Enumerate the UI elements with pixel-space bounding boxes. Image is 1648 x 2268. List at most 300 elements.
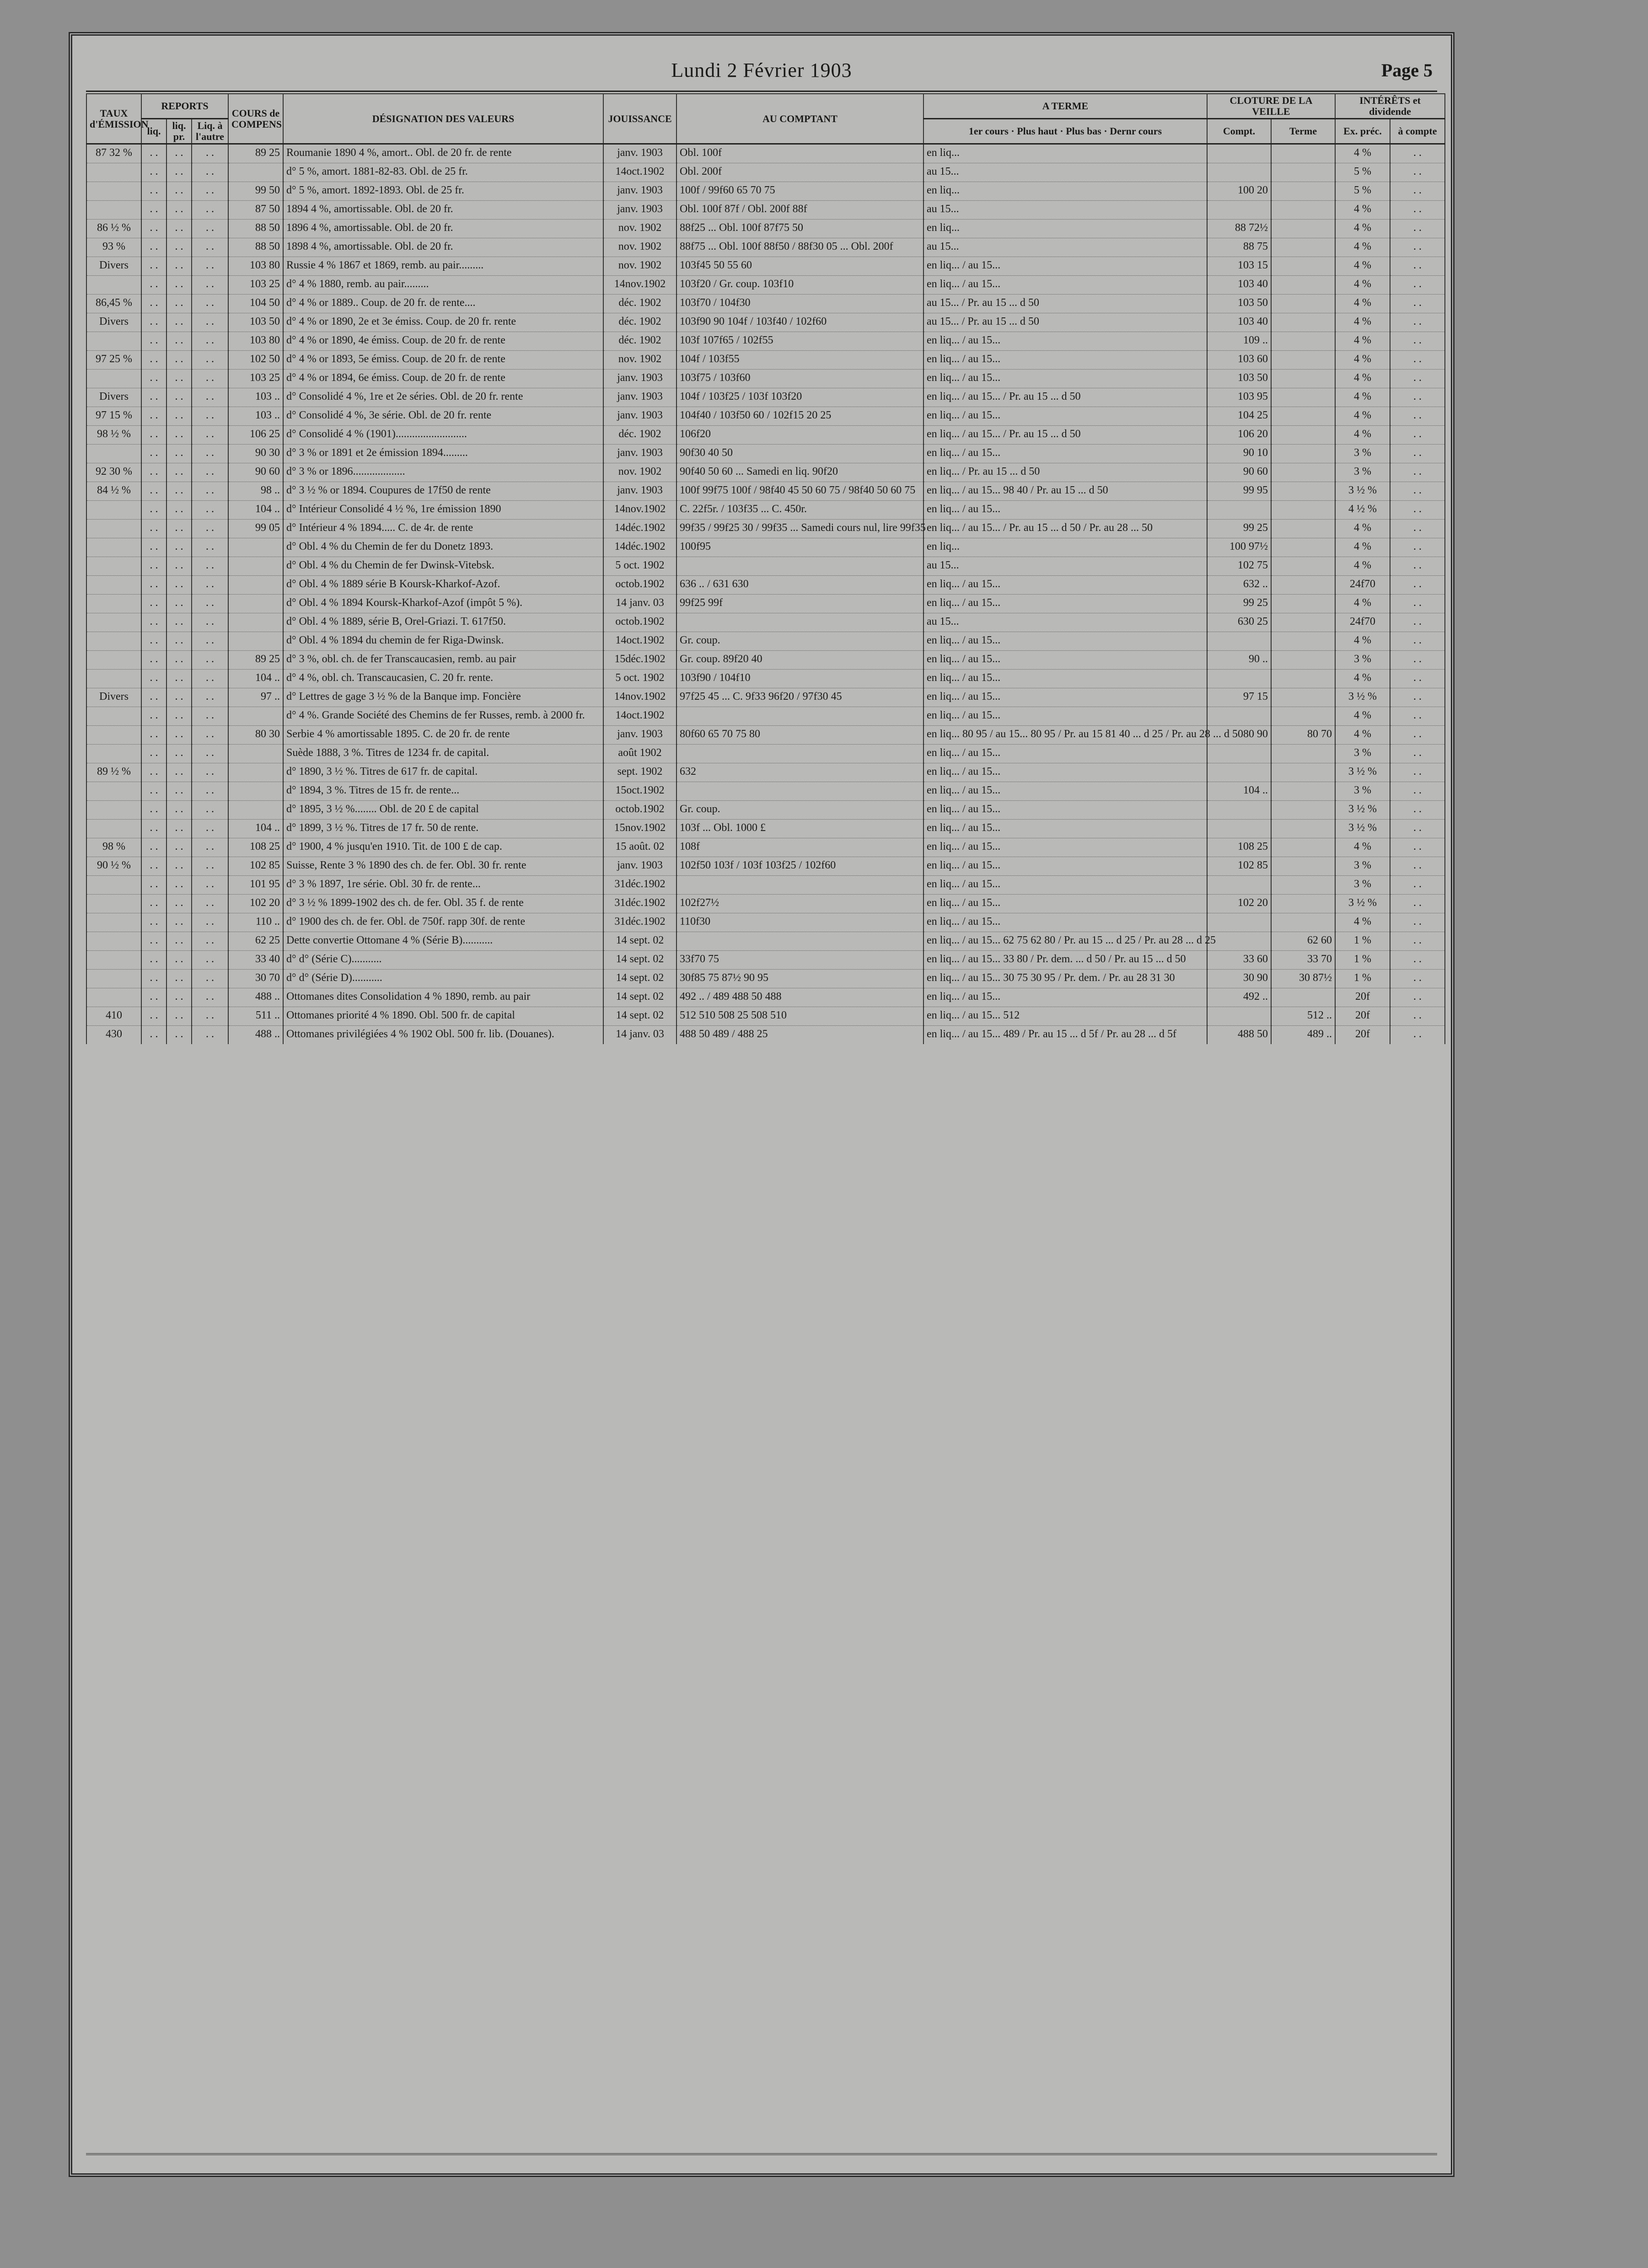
comptant-liq-pr-cell: . . — [166, 632, 192, 651]
table-row — [86, 707, 1445, 726]
quotes-table — [86, 93, 1445, 1044]
table-row — [86, 801, 1445, 820]
designation-cell: d° 4 %. Grande Société des Chemins de fer Russes, remb. à 2000 fr. — [283, 707, 603, 726]
comptant-liq-pr-cell: . . — [166, 163, 192, 182]
comptant-liq-pr-cell: . . — [166, 857, 192, 876]
taux-cell: 89 ½ % — [86, 763, 141, 782]
au-comptant-cell: Gr. coup. 89f20 40 — [676, 651, 923, 670]
comptant-liq-cell: . . — [141, 501, 166, 520]
a-terme-cell: au 15... — [923, 201, 1207, 220]
comptant-liq-cell: . . — [141, 932, 166, 951]
comptant-liq-pr-cell: . . — [166, 820, 192, 838]
a-compte-cell: . . — [1390, 501, 1445, 520]
au-comptant-cell: 103f 107f65 / 102f55 — [676, 332, 923, 351]
table-row — [86, 895, 1445, 913]
jouissance-cell: 14nov.1902 — [603, 276, 676, 295]
taux-cell — [86, 520, 141, 538]
interet-cell: 4 % — [1335, 426, 1390, 445]
comptant-liq-pr-cell: . . — [166, 370, 192, 388]
comptant-liq-pr-cell: . . — [166, 463, 192, 482]
cours-cell: 33 40 — [228, 951, 283, 970]
a-compte-cell: . . — [1390, 670, 1445, 688]
au-comptant-cell: 99f35 / 99f25 30 / 99f35 ... Samedi cours nul, lire 99f35 — [676, 520, 923, 538]
table-row — [86, 538, 1445, 557]
comptant-liq-cell: . . — [141, 257, 166, 276]
comptant-liq-pr-cell: . . — [166, 295, 192, 313]
comptant-liq-pr-cell: . . — [166, 220, 192, 238]
interet-cell: 3 % — [1335, 651, 1390, 670]
table-row — [86, 257, 1445, 276]
liq-autre-cell: . . — [192, 407, 228, 426]
comptant-liq-pr-cell: . . — [166, 332, 192, 351]
taux-cell — [86, 332, 141, 351]
taux-cell — [86, 745, 141, 763]
table-row — [86, 857, 1445, 876]
au-comptant-cell — [676, 707, 923, 726]
cours-cell: 102 50 — [228, 351, 283, 370]
cloture-compt-cell: 90 .. — [1207, 651, 1271, 670]
a-terme-cell: en liq... / au 15... — [923, 782, 1207, 801]
a-compte-cell: . . — [1390, 576, 1445, 595]
cloture-terme-cell — [1271, 463, 1335, 482]
cloture-compt-cell: 88 72½ — [1207, 220, 1271, 238]
table-body — [86, 144, 1445, 1045]
designation-cell: d° Obl. 4 % du Chemin de fer Dwinsk-Vitebsk. — [283, 557, 603, 576]
jouissance-cell: 14 sept. 02 — [603, 951, 676, 970]
taux-cell — [86, 276, 141, 295]
cloture-terme-cell — [1271, 988, 1335, 1007]
table-row — [86, 182, 1445, 201]
cloture-compt-cell: 103 50 — [1207, 370, 1271, 388]
a-compte-cell: . . — [1390, 876, 1445, 895]
cloture-compt-cell — [1207, 670, 1271, 688]
cours-cell: 89 25 — [228, 651, 283, 670]
designation-cell: Roumanie 1890 4 %, amort.. Obl. de 20 fr. de rente — [283, 144, 603, 163]
comptant-liq-cell: . . — [141, 1007, 166, 1026]
a-compte-cell: . . — [1390, 463, 1445, 482]
comptant-liq-cell: . . — [141, 295, 166, 313]
au-comptant-cell: 103f20 / Gr. coup. 103f10 — [676, 276, 923, 295]
comptant-liq-pr-cell: . . — [166, 932, 192, 951]
cours-cell: 102 85 — [228, 857, 283, 876]
table-row — [86, 876, 1445, 895]
jouissance-cell: 14 sept. 02 — [603, 932, 676, 951]
cloture-compt-cell: 88 75 — [1207, 238, 1271, 257]
taux-cell: 410 — [86, 1007, 141, 1026]
interet-cell: 4 % — [1335, 726, 1390, 745]
comptant-liq-cell: . . — [141, 857, 166, 876]
interet-cell: 4 % — [1335, 913, 1390, 932]
a-terme-cell: en liq... / au 15... — [923, 857, 1207, 876]
table-row — [86, 613, 1445, 632]
comptant-liq-cell: . . — [141, 726, 166, 745]
interet-cell: 4 % — [1335, 632, 1390, 651]
comptant-liq-pr-cell: . . — [166, 313, 192, 332]
au-comptant-cell: Obl. 200f — [676, 163, 923, 182]
jouissance-cell: déc. 1902 — [603, 426, 676, 445]
jouissance-cell: 14oct.1902 — [603, 707, 676, 726]
comptant-liq-pr-cell: . . — [166, 201, 192, 220]
liq-autre-cell: . . — [192, 745, 228, 763]
comptant-liq-pr-cell: . . — [166, 688, 192, 707]
cloture-compt-cell: 90 10 — [1207, 445, 1271, 463]
liq-autre-cell: . . — [192, 332, 228, 351]
table-row — [86, 313, 1445, 332]
comptant-liq-pr-cell: . . — [166, 595, 192, 613]
a-compte-cell: . . — [1390, 726, 1445, 745]
comptant-liq-pr-cell: . . — [166, 238, 192, 257]
a-compte-cell: . . — [1390, 407, 1445, 426]
a-compte-cell: . . — [1390, 632, 1445, 651]
comptant-liq-pr-cell: . . — [166, 801, 192, 820]
liq-autre-cell: . . — [192, 688, 228, 707]
a-terme-cell: en liq... — [923, 144, 1207, 163]
a-terme-cell: en liq... / au 15... — [923, 688, 1207, 707]
cloture-terme-cell — [1271, 276, 1335, 295]
cloture-compt-cell: 100 97½ — [1207, 538, 1271, 557]
comptant-liq-pr-cell: . . — [166, 1026, 192, 1045]
comptant-liq-pr-cell: . . — [166, 482, 192, 501]
table-head — [86, 94, 1445, 144]
au-comptant-cell: 100f / 99f60 65 70 75 — [676, 182, 923, 201]
jouissance-cell: 14déc.1902 — [603, 520, 676, 538]
cloture-compt-cell — [1207, 201, 1271, 220]
a-compte-cell: . . — [1390, 370, 1445, 388]
liq-autre-cell: . . — [192, 388, 228, 407]
a-compte-cell: . . — [1390, 613, 1445, 632]
cloture-compt-cell — [1207, 501, 1271, 520]
interet-cell: 4 % — [1335, 220, 1390, 238]
cours-cell: 103 .. — [228, 388, 283, 407]
cours-cell — [228, 745, 283, 763]
cloture-terme-cell — [1271, 595, 1335, 613]
table-row — [86, 407, 1445, 426]
cloture-terme-cell — [1271, 370, 1335, 388]
cloture-terme-cell — [1271, 707, 1335, 726]
comptant-liq-cell: . . — [141, 482, 166, 501]
designation-cell: Ottomanes dites Consolidation 4 % 1890, remb. au pair — [283, 988, 603, 1007]
designation-cell: d° d° (Série C)........... — [283, 951, 603, 970]
cours-cell: 104 .. — [228, 501, 283, 520]
page-number: Page 5 — [1381, 60, 1433, 80]
comptant-liq-cell: . . — [141, 144, 166, 163]
a-terme-cell: au 15... — [923, 163, 1207, 182]
cloture-terme-cell — [1271, 557, 1335, 576]
liq-autre-cell: . . — [192, 932, 228, 951]
liq-autre-cell: . . — [192, 463, 228, 482]
jouissance-cell: nov. 1902 — [603, 220, 676, 238]
interet-cell: 4 % — [1335, 838, 1390, 857]
col-comptant-liq: liq. — [141, 119, 166, 144]
cours-cell: 99 05 — [228, 520, 283, 538]
designation-cell: d° 4 % or 1894, 6e émiss. Coup. de 20 fr. de rente — [283, 370, 603, 388]
cloture-terme-cell — [1271, 613, 1335, 632]
interet-cell: 4 % — [1335, 313, 1390, 332]
au-comptant-cell: C. 22f5r. / 103f35 ... C. 450r. — [676, 501, 923, 520]
cloture-terme-cell: 489 .. — [1271, 1026, 1335, 1045]
designation-cell: d° 3 ½ % 1899-1902 des ch. de fer. Obl. 35 f. de rente — [283, 895, 603, 913]
au-comptant-cell: 108f — [676, 838, 923, 857]
cloture-terme-cell — [1271, 538, 1335, 557]
col-a-terme: A TERME — [923, 94, 1207, 119]
comptant-liq-pr-cell: . . — [166, 838, 192, 857]
designation-cell: d° 3 % 1897, 1re série. Obl. 30 fr. de rente... — [283, 876, 603, 895]
cloture-terme-cell — [1271, 332, 1335, 351]
comptant-liq-pr-cell: . . — [166, 876, 192, 895]
cloture-terme-cell: 80 70 — [1271, 726, 1335, 745]
table-row — [86, 1026, 1445, 1045]
comptant-liq-cell: . . — [141, 238, 166, 257]
comptant-liq-cell: . . — [141, 351, 166, 370]
cloture-compt-cell — [1207, 820, 1271, 838]
cours-cell — [228, 707, 283, 726]
au-comptant-cell: 99f25 99f — [676, 595, 923, 613]
liq-autre-cell: . . — [192, 632, 228, 651]
liq-autre-cell: . . — [192, 557, 228, 576]
cloture-terme-cell — [1271, 820, 1335, 838]
liq-autre-cell: . . — [192, 445, 228, 463]
a-compte-cell: . . — [1390, 651, 1445, 670]
cloture-terme-cell — [1271, 857, 1335, 876]
cloture-compt-cell: 102 85 — [1207, 857, 1271, 876]
cloture-compt-cell: 90 60 — [1207, 463, 1271, 482]
table-row — [86, 932, 1445, 951]
footer-rule — [86, 2153, 1437, 2155]
a-terme-cell: en liq... / au 15... — [923, 407, 1207, 426]
cloture-compt-cell: 80 90 — [1207, 726, 1271, 745]
cloture-compt-cell — [1207, 1007, 1271, 1026]
cloture-compt-cell: 103 40 — [1207, 313, 1271, 332]
designation-cell: d° 1900 des ch. de fer. Obl. de 750f. rapp 30f. de rente — [283, 913, 603, 932]
designation-cell: d° 3 % or 1896................... — [283, 463, 603, 482]
designation-cell: d° Consolidé 4 % (1901).......................... — [283, 426, 603, 445]
page-date: Lundi 2 Février 1903 — [671, 59, 852, 81]
au-comptant-cell: 88f25 ... Obl. 100f 87f75 50 — [676, 220, 923, 238]
au-comptant-cell: 88f75 ... Obl. 100f 88f50 / 88f30 05 ... Obl. 200f — [676, 238, 923, 257]
liq-autre-cell: . . — [192, 576, 228, 595]
liq-autre-cell: . . — [192, 895, 228, 913]
col-terme-cours: 1er cours · Plus haut · Plus bas · Dernr cours — [923, 119, 1207, 144]
table-row — [86, 1007, 1445, 1026]
interet-cell: 3 ½ % — [1335, 688, 1390, 707]
a-compte-cell: . . — [1390, 520, 1445, 538]
taux-cell — [86, 951, 141, 970]
interet-cell: 4 % — [1335, 351, 1390, 370]
jouissance-cell: 31déc.1902 — [603, 876, 676, 895]
interet-cell: 4 % — [1335, 144, 1390, 163]
taux-cell: 86,45 % — [86, 295, 141, 313]
cloture-terme-cell — [1271, 576, 1335, 595]
comptant-liq-cell: . . — [141, 182, 166, 201]
au-comptant-cell: Gr. coup. — [676, 801, 923, 820]
liq-autre-cell: . . — [192, 482, 228, 501]
liq-autre-cell: . . — [192, 988, 228, 1007]
taux-cell: 87 32 % — [86, 144, 141, 163]
interet-cell: 5 % — [1335, 163, 1390, 182]
col-plus-bas: Plus bas — [1066, 125, 1101, 137]
comptant-liq-pr-cell: . . — [166, 426, 192, 445]
comptant-liq-cell: . . — [141, 276, 166, 295]
cloture-terme-cell — [1271, 782, 1335, 801]
a-terme-cell: en liq... / au 15... — [923, 632, 1207, 651]
jouissance-cell: déc. 1902 — [603, 295, 676, 313]
cours-cell — [228, 613, 283, 632]
cloture-compt-cell — [1207, 632, 1271, 651]
jouissance-cell: janv. 1903 — [603, 201, 676, 220]
col-cours: COURS de COMPENS — [228, 94, 283, 144]
cours-cell: 88 50 — [228, 220, 283, 238]
a-terme-cell: au 15... — [923, 557, 1207, 576]
col-cloture-compt: Compt. — [1207, 119, 1271, 144]
au-comptant-cell: Obl. 100f — [676, 144, 923, 163]
liq-autre-cell: . . — [192, 1007, 228, 1026]
table-row — [86, 557, 1445, 576]
liq-autre-cell: . . — [192, 876, 228, 895]
table-row — [86, 482, 1445, 501]
cours-cell: 104 .. — [228, 820, 283, 838]
au-comptant-cell — [676, 613, 923, 632]
cloture-compt-cell: 492 .. — [1207, 988, 1271, 1007]
comptant-liq-cell: . . — [141, 445, 166, 463]
a-compte-cell: . . — [1390, 707, 1445, 726]
a-terme-cell: en liq... / au 15... — [923, 595, 1207, 613]
taux-cell — [86, 801, 141, 820]
jouissance-cell: janv. 1903 — [603, 407, 676, 426]
au-comptant-cell — [676, 745, 923, 763]
table-row — [86, 576, 1445, 595]
a-terme-cell: en liq... / au 15... — [923, 801, 1207, 820]
a-compte-cell: . . — [1390, 951, 1445, 970]
taux-cell: Divers — [86, 257, 141, 276]
cloture-compt-cell: 103 40 — [1207, 276, 1271, 295]
liq-autre-cell: . . — [192, 182, 228, 201]
col-jouissance: JOUISSANCE — [603, 94, 676, 144]
comptant-liq-cell: . . — [141, 557, 166, 576]
col-ex-prec: Ex. préc. — [1335, 119, 1390, 144]
cloture-compt-cell — [1207, 144, 1271, 163]
table-row — [86, 426, 1445, 445]
comptant-liq-cell: . . — [141, 801, 166, 820]
a-terme-cell: en liq... / au 15... 512 — [923, 1007, 1207, 1026]
interet-cell: 4 % — [1335, 295, 1390, 313]
taux-cell — [86, 782, 141, 801]
table-row — [86, 782, 1445, 801]
comptant-liq-pr-cell: . . — [166, 726, 192, 745]
comptant-liq-cell: . . — [141, 651, 166, 670]
comptant-liq-cell: . . — [141, 913, 166, 932]
cloture-compt-cell: 106 20 — [1207, 426, 1271, 445]
liq-autre-cell: . . — [192, 613, 228, 632]
designation-cell: d° 5 %, amort. 1881-82-83. Obl. de 25 fr. — [283, 163, 603, 182]
a-terme-cell: en liq... / au 15... 62 75 62 80 / Pr. au 15 ... d 25 / Pr. au 28 ... d 25 — [923, 932, 1207, 951]
col-designation: DÉSIGNATION DES VALEURS — [283, 94, 603, 144]
cours-cell: 106 25 — [228, 426, 283, 445]
interet-cell: 4 % — [1335, 407, 1390, 426]
designation-cell: 1898 4 %, amortissable. Obl. de 20 fr. — [283, 238, 603, 257]
designation-cell: d° 4 % or 1890, 4e émiss. Coup. de 20 fr. de rente — [283, 332, 603, 351]
jouissance-cell: déc. 1902 — [603, 332, 676, 351]
cloture-terme-cell — [1271, 632, 1335, 651]
comptant-liq-cell: . . — [141, 520, 166, 538]
a-terme-cell: au 15... / Pr. au 15 ... d 50 — [923, 313, 1207, 332]
table-row — [86, 763, 1445, 782]
a-compte-cell: . . — [1390, 201, 1445, 220]
cloture-terme-cell — [1271, 220, 1335, 238]
interet-cell: 3 % — [1335, 782, 1390, 801]
taux-cell — [86, 445, 141, 463]
au-comptant-cell: 103f75 / 103f60 — [676, 370, 923, 388]
interet-cell: 3 % — [1335, 463, 1390, 482]
jouissance-cell: janv. 1903 — [603, 370, 676, 388]
comptant-liq-pr-cell: . . — [166, 407, 192, 426]
liq-autre-cell: . . — [192, 426, 228, 445]
cloture-compt-cell — [1207, 801, 1271, 820]
interet-cell: 24f70 — [1335, 576, 1390, 595]
jouissance-cell: août 1902 — [603, 745, 676, 763]
comptant-liq-pr-cell: . . — [166, 445, 192, 463]
cours-cell: 97 .. — [228, 688, 283, 707]
a-terme-cell: en liq... — [923, 220, 1207, 238]
cours-cell: 98 .. — [228, 482, 283, 501]
cours-cell: 110 .. — [228, 913, 283, 932]
cloture-terme-cell — [1271, 238, 1335, 257]
interet-cell: 4 % — [1335, 201, 1390, 220]
cours-cell: 488 .. — [228, 1026, 283, 1045]
a-terme-cell: en liq... — [923, 182, 1207, 201]
comptant-liq-pr-cell: . . — [166, 501, 192, 520]
cloture-terme-cell — [1271, 295, 1335, 313]
comptant-liq-cell: . . — [141, 332, 166, 351]
cours-cell — [228, 595, 283, 613]
jouissance-cell: 14nov.1902 — [603, 501, 676, 520]
a-terme-cell: en liq... / au 15... — [923, 651, 1207, 670]
comptant-liq-cell: . . — [141, 745, 166, 763]
interet-cell: 4 % — [1335, 557, 1390, 576]
a-terme-cell: en liq... — [923, 538, 1207, 557]
newspaper-page — [69, 32, 1455, 2177]
comptant-liq-cell: . . — [141, 782, 166, 801]
comptant-liq-pr-cell: . . — [166, 651, 192, 670]
a-terme-cell: en liq... / au 15... 489 / Pr. au 15 ... d 5f / Pr. au 28 ... d 5f — [923, 1026, 1207, 1045]
designation-cell: d° 4 % 1880, remb. au pair......... — [283, 276, 603, 295]
a-terme-cell: en liq... / au 15... — [923, 707, 1207, 726]
a-compte-cell: . . — [1390, 745, 1445, 763]
cours-cell: 62 25 — [228, 932, 283, 951]
cloture-terme-cell — [1271, 876, 1335, 895]
a-compte-cell: . . — [1390, 970, 1445, 988]
cours-cell: 103 80 — [228, 332, 283, 351]
cloture-compt-cell: 103 60 — [1207, 351, 1271, 370]
comptant-liq-pr-cell: . . — [166, 988, 192, 1007]
interet-cell: 4 % — [1335, 332, 1390, 351]
comptant-liq-cell: . . — [141, 576, 166, 595]
table-row — [86, 913, 1445, 932]
liq-autre-cell: . . — [192, 820, 228, 838]
au-comptant-cell: 103f90 / 104f10 — [676, 670, 923, 688]
table-row — [86, 163, 1445, 182]
au-comptant-cell: 104f / 103f55 — [676, 351, 923, 370]
col-liq-autre: Liq. à l'autre — [192, 119, 228, 144]
comptant-liq-pr-cell: . . — [166, 557, 192, 576]
taux-cell — [86, 201, 141, 220]
comptant-liq-pr-cell: . . — [166, 520, 192, 538]
liq-autre-cell: . . — [192, 220, 228, 238]
a-compte-cell: . . — [1390, 988, 1445, 1007]
jouissance-cell: 5 oct. 1902 — [603, 670, 676, 688]
table-row — [86, 820, 1445, 838]
a-terme-cell: en liq... / au 15... — [923, 988, 1207, 1007]
a-terme-cell: en liq... 80 95 / au 15... 80 95 / Pr. au 15 81 40 ... d 25 / Pr. au 28 ... d 50 — [923, 726, 1207, 745]
